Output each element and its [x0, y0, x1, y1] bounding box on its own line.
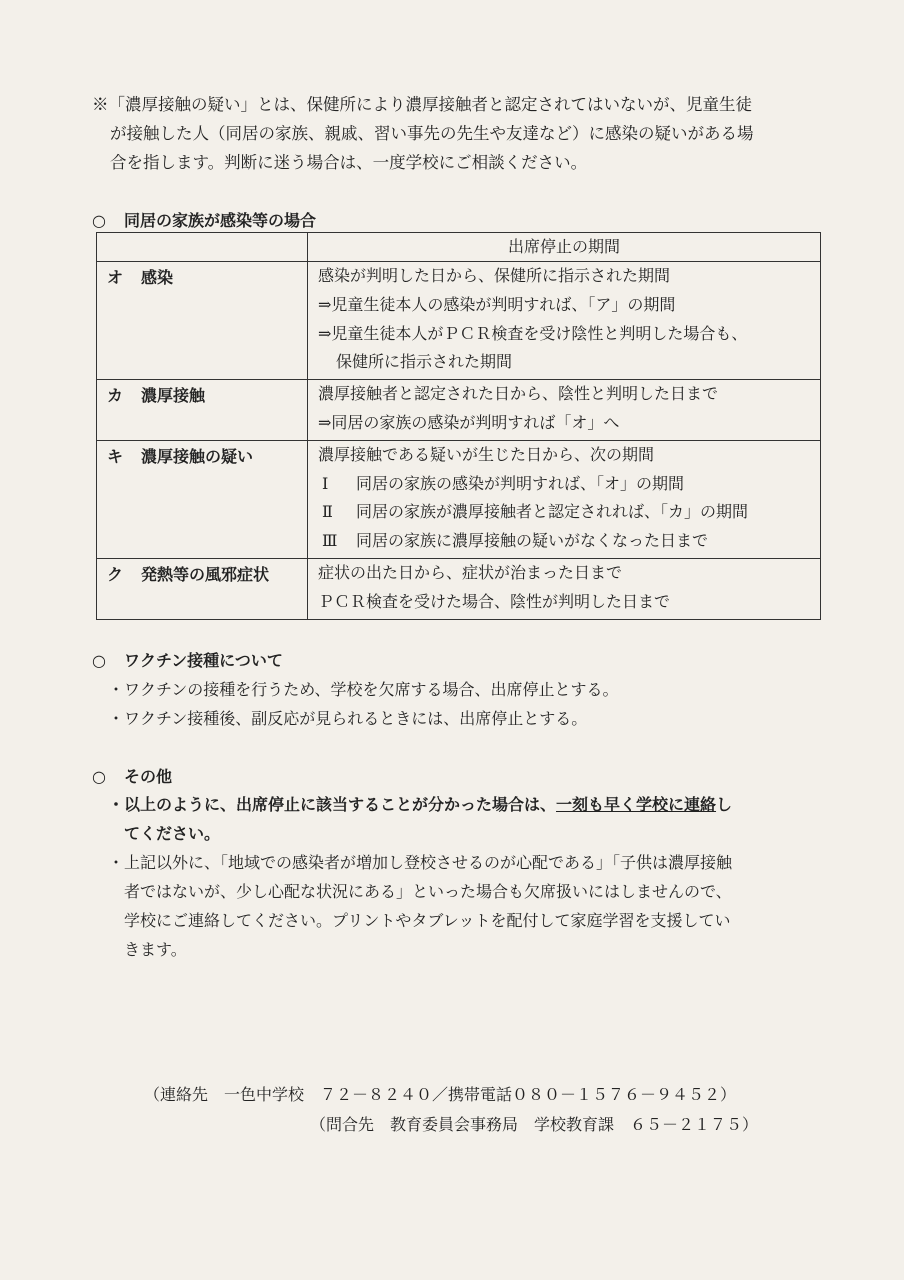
table-header-period: 出席停止の期間	[308, 233, 821, 262]
roman-item-text: 同居の家族に濃厚接触の疑いがなくなった日まで	[356, 531, 709, 551]
note-line: が接触した人（同居の家族、親戚、習い事先の先生や友達など）に感染の疑いがある場	[110, 124, 754, 143]
section-title-text: ワクチン接種について	[123, 651, 283, 670]
circle-bullet: ○	[92, 767, 106, 786]
roman-item-text: 同居の家族の感染が判明すれば、「オ」の期間	[356, 473, 685, 493]
row-category-label: 濃厚接触	[141, 386, 206, 406]
other-bullets	[108, 790, 732, 964]
bullet-continuation: きます。	[124, 940, 187, 959]
roman-numeral: Ⅱ	[322, 502, 333, 522]
note-paragraph	[92, 90, 832, 177]
roman-numeral: Ⅰ	[322, 473, 329, 493]
vaccine-bullets	[108, 675, 619, 733]
vaccine-section-title	[92, 648, 283, 671]
desc-line: ＰＣＲ検査を受けた場合、陰性が判明した日まで	[318, 591, 671, 611]
row-category-label: 発熱等の風邪症状	[141, 564, 270, 584]
row-category-label: 濃厚接触の疑い	[141, 446, 254, 466]
bullet-item	[108, 790, 732, 819]
contact-line: （連絡先 一色中学校 ７２－８２４０／携帯電話０８０－１５７６－９４５２）	[144, 1085, 737, 1104]
row-category-label: 感染	[141, 268, 174, 287]
table-row	[97, 440, 821, 558]
circle-bullet: ○	[92, 211, 106, 230]
table-row	[97, 262, 821, 380]
table-row	[97, 558, 821, 619]
bullet-item: ・ワクチンの接種を行うため、学校を欠席する場合、出席停止とする。	[108, 680, 619, 699]
desc-line: ⇒児童生徒本人の感染が判明すれば、「ア」の期間	[318, 294, 676, 314]
row-letter: キ	[107, 446, 124, 466]
roman-numeral: Ⅲ	[322, 531, 338, 551]
bullet-item: ・上記以外に、「地域での感染者が増加し登校させるのが心配である」「子供は濃厚接触	[108, 853, 733, 872]
underlined-emphasis: 一刻も早く学校に連絡	[556, 795, 717, 814]
bullet-item: ・ワクチン接種後、副反応が見られるときには、出席停止とする。	[108, 709, 588, 728]
row-description	[308, 262, 821, 380]
desc-line: ⇒同居の家族の感染が判明すれば「オ」へ	[318, 412, 620, 432]
row-category	[97, 262, 308, 380]
section-title-text: その他	[123, 767, 172, 786]
row-category	[97, 380, 308, 441]
circle-bullet: ○	[92, 651, 106, 670]
note-line: ※「濃厚接触の疑い」とは、保健所により濃厚接触者と認定されてはいないが、児童生徒	[92, 95, 752, 114]
bullet-continuation: てください。	[124, 824, 221, 843]
desc-line: ⇒児童生徒本人がＰＣＲ検査を受け陰性と判明した場合も、	[318, 323, 748, 343]
bullet-text: し	[716, 795, 733, 814]
desc-line: 症状の出た日から、症状が治まった日まで	[318, 562, 623, 582]
desc-line: 感染が判明した日から、保健所に指示された期間	[318, 266, 671, 285]
desc-line: 濃厚接触である疑いが生じた日から、次の期間	[318, 444, 655, 464]
roman-item	[318, 498, 820, 527]
row-letter: ク	[107, 564, 124, 584]
desc-line: 濃厚接触者と認定された日から、陰性と判明した日まで	[318, 384, 719, 404]
row-description	[308, 380, 821, 441]
table-header-row	[97, 233, 821, 262]
row-category	[97, 440, 308, 558]
section-title-text: 同居の家族が感染等の場合	[123, 211, 316, 230]
roman-item	[318, 527, 820, 556]
attendance-table	[96, 232, 821, 620]
row-letter: カ	[107, 386, 124, 406]
bullet-continuation: 者ではないが、少し心配な状況にある」といった場合も欠席扱いにはしませんので、	[124, 882, 732, 901]
inquiry-line: （問合先 教育委員会事務局 学校教育課 ６５－２１７５）	[310, 1115, 759, 1134]
roman-item	[318, 470, 820, 499]
bullet-continuation: 学校にご連絡してください。プリントやタブレットを配付して家庭学習を支援してい	[124, 911, 731, 930]
roman-item-text: 同居の家族が濃厚接触者と認定されれば、「カ」の期間	[356, 502, 749, 522]
row-description	[308, 558, 821, 619]
family-section-title	[92, 208, 316, 231]
other-section-title	[92, 764, 172, 787]
row-letter: オ	[107, 268, 124, 287]
table-row	[97, 380, 821, 441]
note-line: 合を指します。判断に迷う場合は、一度学校にご相談ください。	[110, 153, 588, 172]
desc-line: 保健所に指示された期間	[336, 352, 513, 372]
table-header-empty	[97, 233, 308, 262]
row-category	[97, 558, 308, 619]
row-description	[308, 440, 821, 558]
bullet-text: ・以上のように、出席停止に該当することが分かった場合は、	[108, 795, 557, 814]
